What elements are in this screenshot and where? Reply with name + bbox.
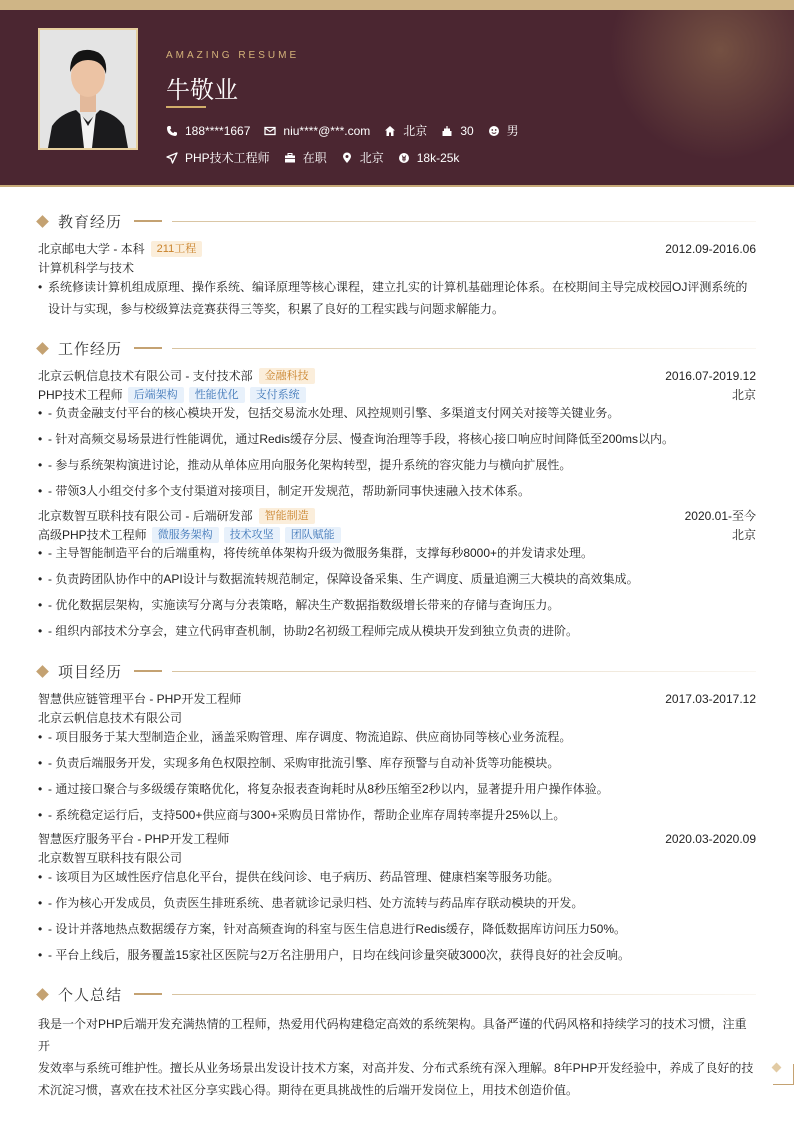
project-name: 智慧医疗服务平台 - PHP开发工程师: [38, 832, 230, 846]
education-desc-line: 系统修读计算机组成原理、操作系统、编译原理等核心课程，建立扎实的计算机基础理论体系。在校期间主导完成校园OJ评测系统的: [48, 280, 748, 294]
work-date: 2020.01-至今: [684, 509, 756, 523]
project-entry-header: [38, 690, 756, 707]
major-text: 计算机科学与技术: [38, 261, 135, 275]
education-date: 2012.09-2016.06: [665, 241, 756, 256]
work-entry-header: [38, 367, 756, 384]
school-name: 北京邮电大学 - 本科: [38, 242, 145, 256]
home-item: [384, 122, 427, 139]
bullet-dot: •: [38, 808, 43, 822]
resume-header: [0, 10, 794, 186]
summary-line: 发效率与系统可维护性。擅长从业务场景出发设计技术方案，对高并发、分布式系统有深入理解。8年PHP开发经验中，养成了良好的技: [38, 1061, 754, 1075]
list-item: [38, 480, 756, 502]
summary-line: 术沉淀习惯，喜欢在技术社区分享实践心得。期待在更具挑战性的后端开发岗位上，用技术创造价值。: [38, 1083, 579, 1097]
list-item: [38, 454, 756, 476]
age-text: 30: [460, 123, 474, 138]
bullet-dot: •: [38, 484, 43, 498]
diamond-icon: [36, 665, 49, 678]
bullet-text: - 参与系统架构演进讨论，推动从单体应用向服务化架构转型，提升系统的容灾能力与横向扩展性。: [48, 458, 572, 472]
bullet-dot: •: [38, 458, 43, 472]
company-name: 北京数智互联科技有限公司 - 后端研发部: [38, 509, 253, 523]
bullet-text: - 优化数据层架构，实施读写分离与分表策略，解决生产数据指数级增长带来的存储与查询压力。: [48, 598, 560, 612]
section-rule: [134, 347, 162, 349]
section-projects-heading: [36, 661, 756, 681]
section-title: 个人总结: [58, 986, 123, 1004]
bullet-text: - 负责跨团队协作中的API设计与数据流转规范制定，保障设备采集、生产调度、质量追溯三大模块的高效集成。: [48, 572, 639, 586]
location-pin-icon: [341, 152, 353, 164]
project-company: [38, 709, 756, 726]
bullet-text: - 设计并落地热点数据缓存方案，针对高频查询的科室与医生信息进行Redis缓存，降低数据库访问压力50%。: [48, 922, 627, 936]
bullet-text: - 作为核心开发成员，负责医生排班系统、患者就诊记录归档、处方流转与药品库存联动模块的开发。: [48, 896, 584, 910]
age-item: [441, 124, 473, 138]
work-city: 北京: [731, 388, 756, 402]
section-title: 工作经历: [58, 340, 123, 358]
status-text: 在职: [302, 151, 327, 165]
bullet-text: - 针对高频交易场景进行性能调优，通过Redis缓存分层、慢查询治理等手段，将核心接口响应时间降低至200ms以内。: [48, 432, 675, 446]
section-work-heading: [36, 338, 756, 358]
bullet-text: - 负责后端服务开发，实现多角色权限控制、采购审批流引擎、库存预警与自动补货等功能模块。: [48, 756, 560, 770]
section-title: 教育经历: [58, 213, 123, 231]
bullet-dot: •: [38, 598, 43, 612]
section-rule-long: [172, 221, 756, 222]
list-item: [38, 866, 756, 888]
send-icon: [166, 152, 178, 164]
skill-tag: 团队赋能: [285, 527, 341, 543]
section-rule-long: [172, 994, 756, 995]
section-title: 项目经历: [58, 663, 123, 681]
salary-text: 18k-25k: [416, 150, 460, 165]
project-company-text: 北京数智互联科技有限公司: [38, 851, 183, 865]
contact-row: [166, 122, 533, 139]
industry-tag: 金融科技: [259, 368, 315, 384]
diamond-icon: [36, 215, 49, 228]
work-date: 2016.07-2019.12: [665, 368, 756, 383]
skill-tag: 技术攻坚: [224, 527, 280, 543]
gender-item: [488, 122, 519, 139]
status-item: [284, 149, 327, 166]
list-item: [38, 620, 756, 642]
email-item: [264, 124, 370, 138]
phone-item: [166, 124, 250, 138]
header-divider: [0, 185, 794, 187]
section-rule-long: [172, 348, 756, 349]
candidate-name: 牛敬业: [166, 77, 238, 104]
company-name: 北京云帆信息技术有限公司 - 支付技术部: [38, 369, 253, 383]
section-rule-long: [172, 671, 756, 672]
work-city-item: [341, 149, 384, 166]
summary-line: 我是一个对PHP后端开发充满热情的工程师，热爱用代码构建稳定高效的系统架构。具备严谨的代码风格和持续学习的技术习惯，注重开: [38, 1017, 747, 1053]
section-education-heading: [36, 211, 756, 231]
job-intent-row: [166, 149, 473, 166]
bullet-dot: •: [38, 922, 43, 936]
bullet-dot: •: [38, 546, 43, 560]
bullet-dot: •: [38, 624, 43, 638]
bullet-dot: •: [38, 870, 43, 884]
education-major: [38, 259, 756, 276]
bullet-dot: •: [38, 280, 43, 294]
list-item: [38, 944, 756, 966]
bullet-dot: •: [38, 572, 43, 586]
bullet-text: - 负责金融支付平台的核心模块开发，包括交易流水处理、风控规则引擎、多渠道支付网关对接等关键业务。: [48, 406, 620, 420]
skill-tag: 性能优化: [189, 387, 245, 403]
bullet-text: - 通过接口聚合与多级缓存策略优化，将复杂报表查询耗时从8秒压缩至2秒以内，显著提升用户操作体验。: [48, 782, 609, 796]
gender-icon: [488, 125, 500, 137]
list-item: [38, 918, 756, 940]
phone-icon: [166, 125, 178, 137]
project-entry-header: [38, 830, 756, 847]
bullet-text: - 平台上线后，服务覆盖15家社区医院与2万名注册用户，日均在线问诊量突破3000次，获得良好的社会反响。: [48, 948, 631, 962]
home-icon: [384, 125, 396, 137]
education-desc-line: 设计与实现，参与校级算法竞赛获得三等奖，积累了良好的工程实践与问题求解能力。: [48, 302, 505, 316]
work-city-text: 北京: [359, 151, 384, 165]
list-item: [38, 428, 756, 450]
list-item: [38, 594, 756, 616]
list-item: [38, 402, 756, 424]
name-underline: [166, 106, 206, 108]
diamond-icon: [36, 988, 49, 1001]
bullet-text: - 组织内部技术分享会，建立代码审查机制，协助2名初级工程师完成从模块开发到独立负责的进阶。: [48, 624, 579, 638]
phone-text: 188****1667: [185, 123, 251, 138]
industry-tag: 智能制造: [259, 508, 315, 524]
email-icon: [264, 125, 276, 137]
diamond-icon: [36, 342, 49, 355]
gender-text: 男: [506, 124, 519, 138]
bullet-text: - 项目服务于某大型制造企业，涵盖采购管理、库存调度、物流追踪、供应商协同等核心业务流程。: [48, 730, 572, 744]
job-title: 高级PHP技术工程师: [38, 528, 147, 542]
list-item: [38, 892, 756, 914]
project-name: 智慧供应链管理平台 - PHP开发工程师: [38, 692, 242, 706]
bullet-dot: •: [38, 756, 43, 770]
skill-tag: 支付系统: [250, 387, 306, 403]
list-item: [38, 778, 756, 800]
summary-paragraph: [38, 1013, 756, 1101]
education-entry-header: [38, 240, 756, 257]
work-city: 北京: [731, 528, 756, 542]
email-text: niu****@***.com: [283, 123, 371, 138]
bullet-dot: •: [38, 730, 43, 744]
list-item: [38, 568, 756, 590]
job-title: PHP技术工程师: [38, 388, 123, 402]
project-date: 2020.03-2020.09: [665, 831, 756, 846]
section-rule: [134, 993, 162, 995]
work-title-row: [38, 386, 756, 403]
top-gold-strip: [0, 0, 794, 10]
list-item: [38, 542, 756, 564]
section-summary-heading: [36, 984, 756, 1004]
position-item: [166, 149, 270, 166]
bullet-text: - 该项目为区域性医疗信息化平台，提供在线问诊、电子病历、药品管理、健康档案等服务功能。: [48, 870, 560, 884]
bullet-dot: •: [38, 406, 43, 420]
bullet-text: - 带领3人小组交付多个支付渠道对接项目，制定开发规范，帮助新同事快速融入技术体系。: [48, 484, 531, 498]
bullet-dot: •: [38, 896, 43, 910]
bullet-dot: •: [38, 948, 43, 962]
education-description: [38, 276, 756, 320]
bullet-dot: •: [38, 432, 43, 446]
cake-icon: [441, 125, 453, 137]
avatar: [38, 28, 138, 150]
project-company-text: 北京云帆信息技术有限公司: [38, 711, 183, 725]
resume-tagline: AMAZING RESUME: [166, 50, 300, 61]
project-date: 2017.03-2017.12: [665, 691, 756, 706]
list-item: [38, 726, 756, 748]
section-rule: [134, 670, 162, 672]
list-item: [38, 804, 756, 826]
section-rule: [134, 220, 162, 222]
skill-tag: 后端架构: [128, 387, 184, 403]
briefcase-icon: [284, 152, 296, 164]
salary-item: [398, 151, 460, 165]
skill-tag: 微服务架构: [152, 527, 219, 543]
school-tag: 211工程: [151, 241, 203, 257]
project-company: [38, 849, 756, 866]
list-item: [38, 752, 756, 774]
money-icon: [398, 152, 410, 164]
work-title-row: [38, 526, 756, 543]
home-city-text: 北京: [403, 124, 428, 138]
bullet-text: - 主导智能制造平台的后端重构，将传统单体架构升级为微服务集群，支撑每秒8000+的并发请求处理。: [48, 546, 594, 560]
position-text: PHP技术工程师: [185, 151, 270, 165]
work-entry-header: [38, 507, 756, 524]
bullet-dot: •: [38, 782, 43, 796]
bullet-text: - 系统稳定运行后，支持500+供应商与300+采购员日常协作，帮助企业库存周转率提升25%以上。: [48, 808, 566, 822]
